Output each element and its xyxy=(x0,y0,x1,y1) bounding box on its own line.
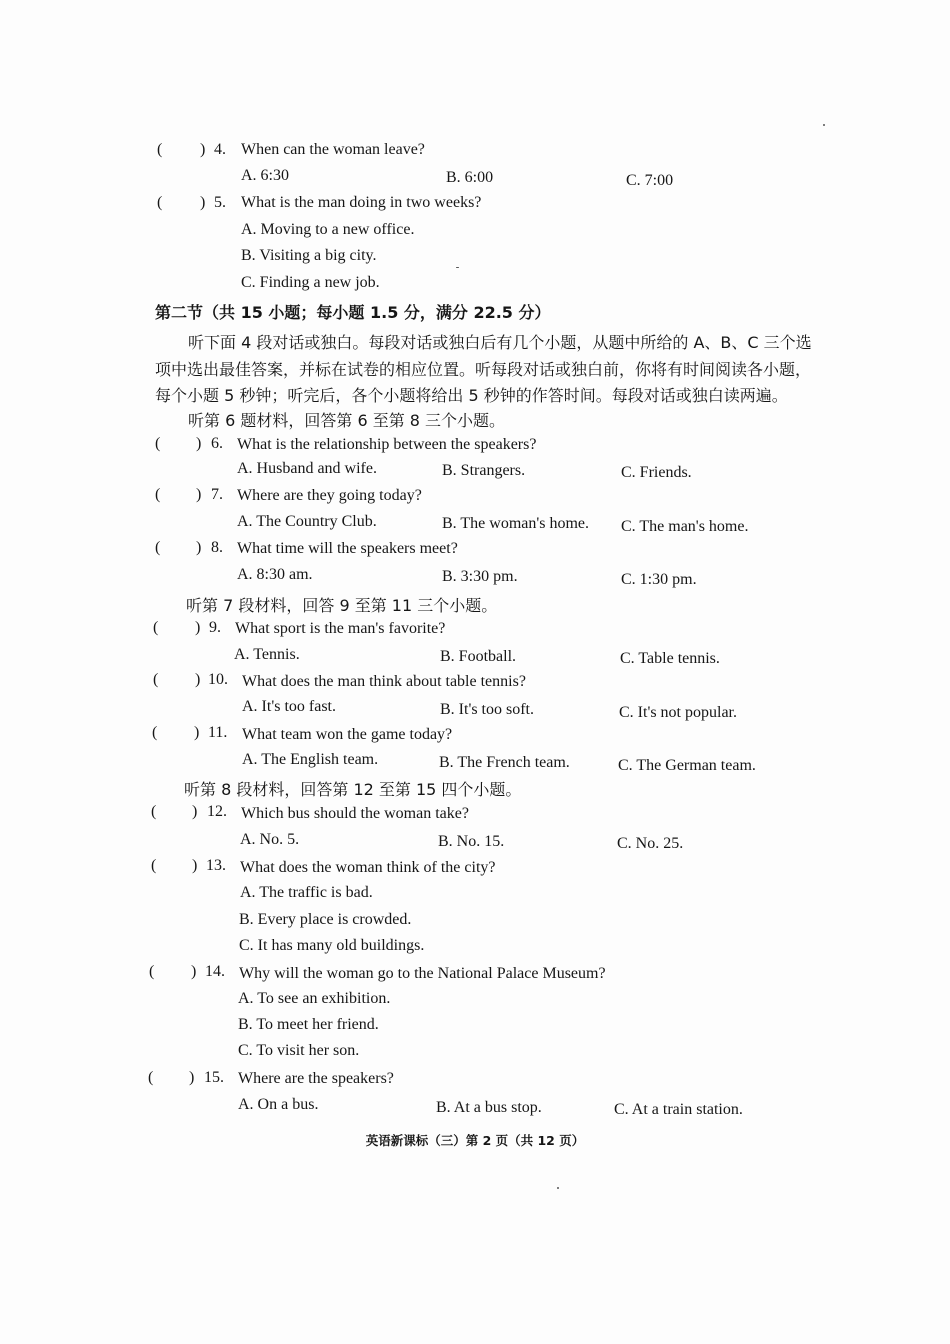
question-number: 7. xyxy=(211,486,223,503)
instruction-line: 项中选出最佳答案，并标在试卷的相应位置。听每段对话或独白前，你将有时间阅读各小题， xyxy=(155,360,812,379)
answer-paren-open: ( xyxy=(157,194,163,211)
option-a: A. Moving to a new office. xyxy=(241,221,415,238)
question-text: What time will the speakers meet? xyxy=(237,540,458,557)
instruction-line: 听下面 4 段对话或独白。每段对话或独白后有几个小题，从题中所给的 A、B、C 三个选 xyxy=(188,333,812,352)
option-b: B. The French team. xyxy=(439,754,570,771)
material-label: 听第 6 题材料，回答第 6 至第 8 三个小题。 xyxy=(188,411,506,430)
option-b: B. The woman's home. xyxy=(442,515,590,532)
question-text: What sport is the man's favorite? xyxy=(235,620,446,637)
option-a: A. The traffic is bad. xyxy=(240,884,373,901)
option-c: C. It's not popular. xyxy=(619,704,737,721)
option-c: C. 1:30 pm. xyxy=(621,571,697,588)
question-number: 5. xyxy=(214,194,226,211)
material-label: 听第 7 段材料，回答 9 至第 11 三个小题。 xyxy=(186,596,498,615)
material-label: 听第 8 段材料，回答第 12 至第 15 四个小题。 xyxy=(184,780,522,799)
question-text: What is the relationship between the speakers? xyxy=(237,436,537,453)
option-b: B. At a bus stop. xyxy=(436,1099,542,1116)
question-text: Where are the speakers? xyxy=(238,1070,394,1087)
answer-paren-open: ( xyxy=(153,619,159,636)
option-c: C. Friends. xyxy=(621,464,692,481)
scan-speck xyxy=(456,267,459,268)
option-c: C. To visit her son. xyxy=(238,1042,360,1059)
question-text: When can the woman leave? xyxy=(241,141,425,158)
question-number: 8. xyxy=(211,539,223,556)
answer-paren-open: ( xyxy=(153,671,159,688)
option-a: A. It's too fast. xyxy=(242,698,336,715)
answer-paren-close: ) xyxy=(192,803,198,820)
option-b: B. 6:00 xyxy=(446,169,494,186)
answer-paren-close: ) xyxy=(200,141,206,158)
option-b: B. Football. xyxy=(440,648,517,665)
option-a: A. No. 5. xyxy=(240,831,300,848)
option-a: A. Husband and wife. xyxy=(237,460,377,477)
question-number: 4. xyxy=(214,141,226,158)
option-c: C. The man's home. xyxy=(621,518,749,535)
answer-paren-close: ) xyxy=(200,194,206,211)
answer-paren-open: ( xyxy=(155,539,161,556)
answer-paren-close: ) xyxy=(194,724,200,741)
option-c: C. Finding a new job. xyxy=(241,274,380,291)
answer-paren-open: ( xyxy=(157,141,163,158)
question-number: 13. xyxy=(206,857,226,874)
option-c: C. At a train station. xyxy=(614,1101,743,1118)
option-a: A. The Country Club. xyxy=(237,513,377,530)
question-text: What is the man doing in two weeks? xyxy=(241,194,482,211)
answer-paren-open: ( xyxy=(155,486,161,503)
option-b: B. To meet her friend. xyxy=(238,1016,379,1033)
question-number: 11. xyxy=(208,724,228,741)
answer-paren-close: ) xyxy=(192,857,198,874)
question-number: 9. xyxy=(209,619,221,636)
option-c: C. 7:00 xyxy=(626,172,674,189)
question-number: 12. xyxy=(207,803,227,820)
question-text: Why will the woman go to the National Palace Museum? xyxy=(239,965,606,982)
option-a: A. On a bus. xyxy=(238,1096,319,1113)
option-b: B. Visiting a big city. xyxy=(241,247,377,264)
question-text: Which bus should the woman take? xyxy=(241,805,469,822)
question-text: What does the man think about table tennis? xyxy=(242,673,526,690)
question-text: What team won the game today? xyxy=(242,726,453,743)
answer-paren-open: ( xyxy=(149,963,155,980)
answer-paren-close: ) xyxy=(196,435,202,452)
answer-paren-open: ( xyxy=(148,1069,154,1086)
option-a: A. 6:30 xyxy=(241,167,289,184)
answer-paren-open: ( xyxy=(152,724,158,741)
question-number: 15. xyxy=(204,1069,224,1086)
option-c: C. It has many old buildings. xyxy=(239,937,425,954)
option-c: C. The German team. xyxy=(618,757,756,774)
question-text: What does the woman think of the city? xyxy=(240,859,496,876)
option-b: B. No. 15. xyxy=(438,833,505,850)
page-footer: 英语新课标（三）第 2 页（共 12 页） xyxy=(365,1133,585,1148)
option-a: A. 8:30 am. xyxy=(237,566,313,583)
scan-speck xyxy=(823,124,825,126)
option-a: A. Tennis. xyxy=(234,646,300,663)
question-text: Where are they going today? xyxy=(237,487,422,504)
option-b: B. 3:30 pm. xyxy=(442,568,518,585)
answer-paren-open: ( xyxy=(151,857,157,874)
answer-paren-close: ) xyxy=(196,539,202,556)
answer-paren-close: ) xyxy=(191,963,197,980)
answer-paren-close: ) xyxy=(196,486,202,503)
scan-speck xyxy=(557,1187,559,1189)
option-c: C. No. 25. xyxy=(617,835,684,852)
option-b: B. Strangers. xyxy=(442,462,526,479)
option-b: B. Every place is crowded. xyxy=(239,911,412,928)
answer-paren-close: ) xyxy=(195,671,201,688)
answer-paren-open: ( xyxy=(155,435,161,452)
answer-paren-close: ) xyxy=(195,619,201,636)
option-b: B. It's too soft. xyxy=(440,701,534,718)
question-number: 10. xyxy=(208,671,228,688)
question-number: 14. xyxy=(205,963,225,980)
question-number: 6. xyxy=(211,435,223,452)
option-a: A. The English team. xyxy=(242,751,379,768)
answer-paren-close: ) xyxy=(189,1069,195,1086)
instruction-line: 每个小题 5 秒钟；听完后，各个小题将给出 5 秒钟的作答时间。每段对话或独白读两遍。 xyxy=(155,386,788,405)
option-c: C. Table tennis. xyxy=(620,650,720,667)
answer-paren-open: ( xyxy=(151,803,157,820)
section-heading: 第二节（共 15 小题；每小题 1.5 分，满分 22.5 分） xyxy=(155,303,551,322)
option-a: A. To see an exhibition. xyxy=(238,990,391,1007)
